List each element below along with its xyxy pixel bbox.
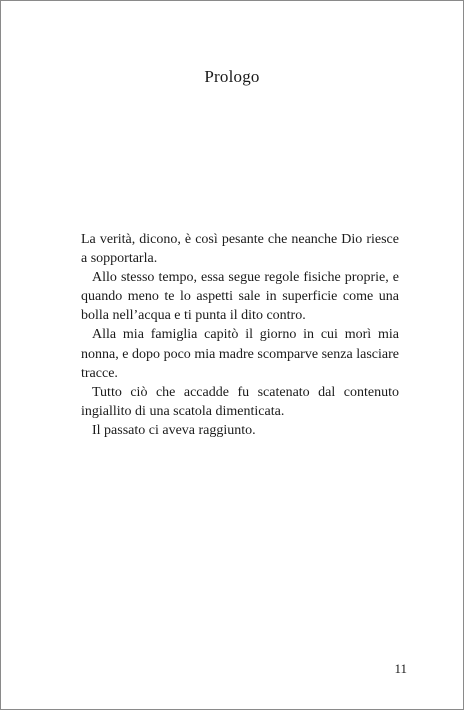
chapter-body — [81, 230, 399, 440]
chapter-title: Prologo — [204, 67, 260, 86]
paragraph-3: Alla mia famiglia capitò il giorno in cui morì mia nonna, e dopo poco mia madre scomparve senza lasciare tracce. — [81, 327, 399, 381]
paragraph-1: La verità, dicono, è così pesante che neanche Dio riesce a sopportarla. — [81, 232, 399, 267]
paragraph-4: Tutto ciò che accadde fu scatenato dal contenuto ingiallito di una scatola dimenticata. — [81, 384, 399, 419]
paragraph-2: Allo stesso tempo, essa segue regole fisiche proprie, e quando meno te lo aspetti sale in superficie come una bolla nell’acqua e ti punta il dito contro. — [81, 270, 399, 324]
page-number: 11 — [394, 661, 407, 676]
paragraph-5: Il passato ci aveva raggiunto. — [92, 422, 256, 438]
